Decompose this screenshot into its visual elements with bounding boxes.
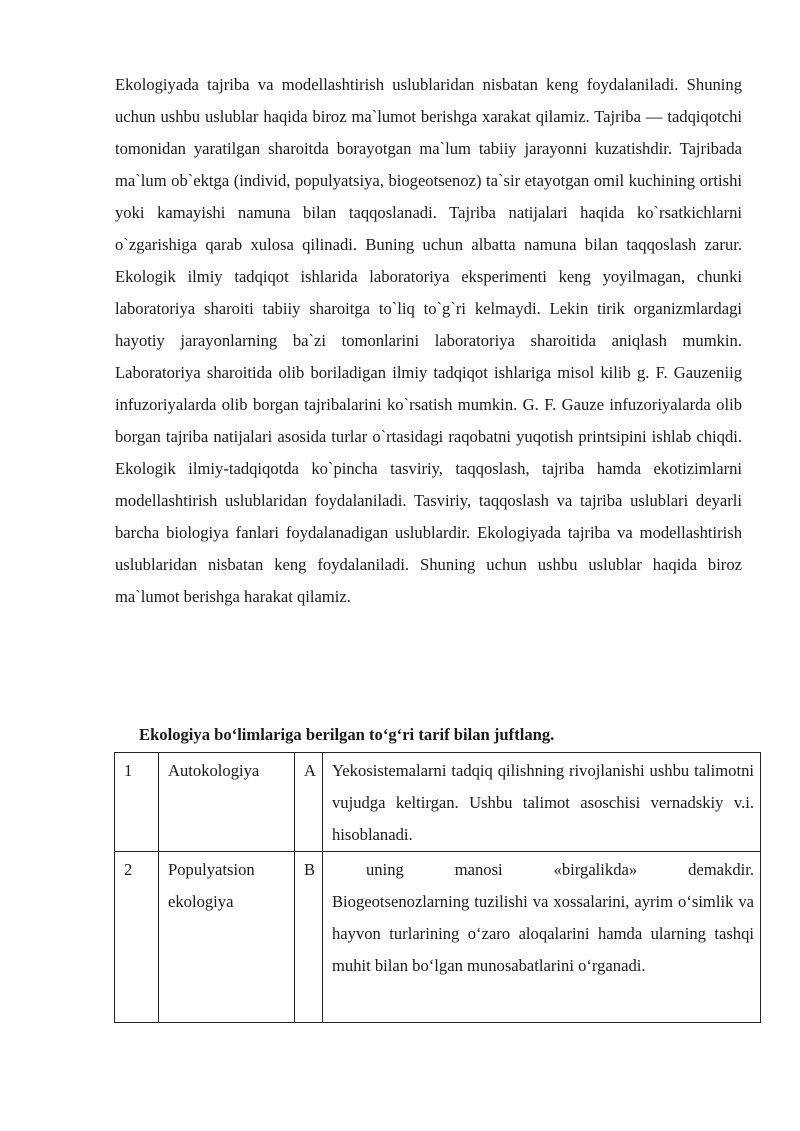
body-paragraph: Ekologiyada tajriba va modellashtirish uslublaridan nisbatan keng foydalaniladi. Shuning uchun ushbu uslublar haqida biroz ma`lumot berishga xarakat qilamiz. Tajriba — tadqiqotchi tomonidan yaratilgan sharoitda borayotgan ma`lum tabiiy jarayonni kuzatishdir. Tajribada ma`lum ob`ektga (individ, populyatsiya, biogeotsenoz) ta`sir etayotgan omil kuchining ortishi yoki kamayishi namuna bilan taqqoslanadi. Tajriba natijalari haqida ko`rsatkichlarni o`zgarishiga qarab xulosa qilinadi. Buning uchun albatta namuna bilan taqqoslash zarur. Ekologik ilmiy tadqiqot ishlarida laboratoriya eksperimenti keng yoyilmagan, chunki laboratoriya sharoiti tabiiy sharoitga to`liq to`g`ri kelmaydi. Lekin tirik organizmlardagi hayotiy jarayonlarning ba`zi tomonlarini laboratoriya sharoitida aniqlash mumkin. Laboratoriya sharoitida olib boriladigan ilmiy tadqiqot ishlariga misol kilib g. F. Gauzeniig infuzoriyalarda olib borgan tajribalarini ko`rsatish mumkin. G. F. Gauze infuzoriyalarda olib borgan tajriba natijalari asosida turlar o`rtasidagi raqobatni yuqotish printsipini ishlab chiqdi. Ekologik ilmiy-tadqiqotda ko`pincha tasviriy, taqqoslash, tajriba hamda ekotizimlarni modellashtirish uslublaridan foydalaniladi. Tasviriy, taqqoslash va tajriba uslublari deyarli barcha biologiya fanlari foydalanadigan uslublardir. Ekologiyada tajriba va modellashtirish uslublaridan nisbatan keng foydalaniladi. Shuning uchun ushbu uslublar haqida biroz ma`lumot berishga harakat qilamiz. bbox=[115, 75, 742, 606]
task-heading: Ekologiya bo‘limlariga berilgan to‘g‘ri tarif bilan juftlang. bbox=[139, 725, 555, 744]
row-number: 2 bbox=[115, 852, 159, 1023]
row-number: 1 bbox=[115, 753, 159, 852]
matching-table bbox=[114, 752, 761, 1023]
definition-cell bbox=[322, 852, 760, 1023]
letter-cell: B bbox=[295, 852, 323, 1023]
term-cell: Populyatsion ekologiya bbox=[159, 852, 295, 1023]
table-row bbox=[115, 753, 761, 852]
definition-text: uning manosi «birgalikda» demakdir. Biogeotsenozlarning tuzilishi va xossalarini, ayrim o‘simlik va hayvon turlarining o‘zaro aloqalarini hamda ularning tashqi muhit bilan bo‘lgan munosabatlarini o‘rganadi. bbox=[331, 860, 754, 975]
letter-cell: A bbox=[295, 753, 323, 852]
definition-cell: Yekosistemalarni tadqiq qilishning rivojlanishi ushbu talimotni vujudga keltirgan. Ushbu talimot asoschisi vernadskiy v.i. hisoblanadi. bbox=[322, 753, 760, 852]
term-cell: Autokologiya bbox=[159, 753, 295, 852]
table-row bbox=[115, 852, 761, 1023]
